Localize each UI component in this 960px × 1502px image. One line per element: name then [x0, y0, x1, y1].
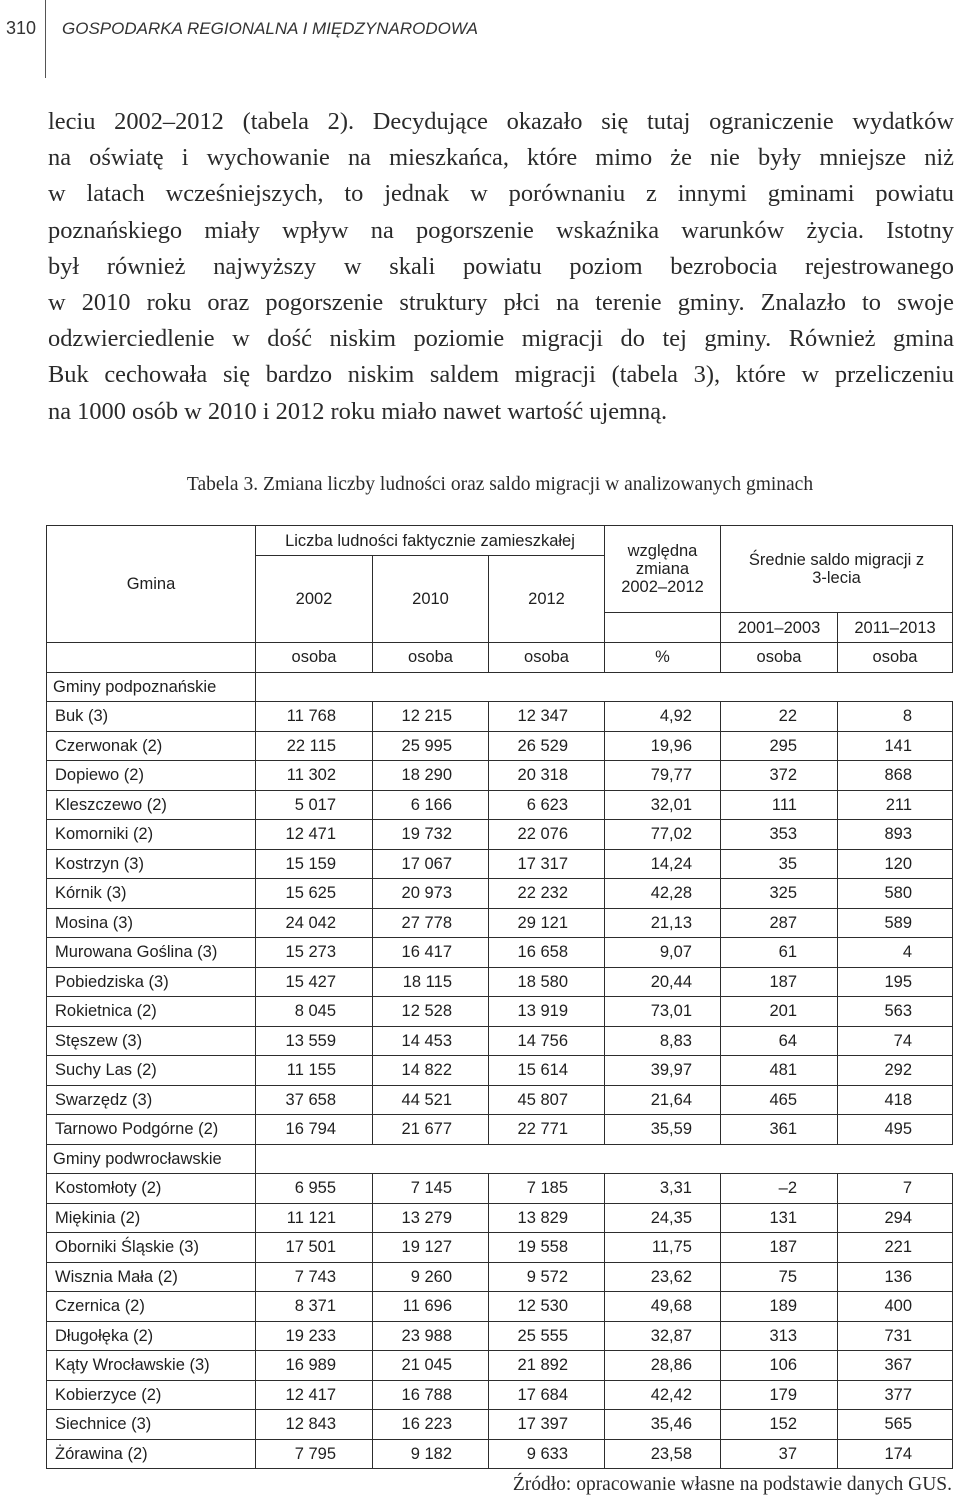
table-row	[47, 1115, 953, 1145]
group-empty-cell	[373, 672, 489, 702]
pop-2002-cell: 12 843	[256, 1410, 373, 1440]
body-line: Buk cechowała się bardzo niskim saldem migracji (tabela 3), które w przeliczeniu	[48, 361, 954, 389]
pop-2002-cell: 17 501	[256, 1233, 373, 1263]
migration-2001-2003-cell: 187	[721, 967, 838, 997]
migration-2001-2003-cell: 152	[721, 1410, 838, 1440]
change-cell: 9,07	[605, 938, 721, 968]
pop-2010-cell: 44 521	[373, 1085, 489, 1115]
change-cell: 23,58	[605, 1439, 721, 1469]
pop-2012-cell: 14 756	[489, 1026, 605, 1056]
pop-2010-cell: 21 045	[373, 1351, 489, 1381]
gmina-name-cell: Kleszczewo (2)	[47, 790, 256, 820]
page-number: 310	[6, 18, 37, 38]
header-migration-group: Średnie saldo migracji z 3-lecia	[721, 526, 953, 613]
pop-2012-cell: 12 530	[489, 1292, 605, 1322]
header-year-2012: 2012	[489, 556, 605, 643]
group-empty-cell	[256, 672, 373, 702]
pop-2012-cell: 17 317	[489, 849, 605, 879]
pop-2002-cell: 15 159	[256, 849, 373, 879]
group-empty-cell	[489, 1144, 605, 1174]
migration-2011-2013-cell: 495	[838, 1115, 953, 1145]
pop-2002-cell: 12 471	[256, 820, 373, 850]
body-line: na 1000 osób w 2010 i 2012 roku miało nawet wartość ujemną.	[48, 397, 668, 425]
table-row	[47, 1203, 953, 1233]
pop-2010-cell: 14 822	[373, 1056, 489, 1086]
table-row	[47, 938, 953, 968]
table-row	[47, 731, 953, 761]
migration-2001-2003-cell: 465	[721, 1085, 838, 1115]
table-row	[47, 849, 953, 879]
migration-2001-2003-cell: 37	[721, 1439, 838, 1469]
pop-2012-cell: 26 529	[489, 731, 605, 761]
group-empty-cell	[605, 1144, 721, 1174]
migration-2001-2003-cell: 111	[721, 790, 838, 820]
header-year-2010: 2010	[373, 556, 489, 643]
pop-2002-cell: 16 794	[256, 1115, 373, 1145]
pop-2012-cell: 22 232	[489, 879, 605, 909]
change-cell: 35,59	[605, 1115, 721, 1145]
change-cell: 42,28	[605, 879, 721, 909]
gmina-name-cell: Kobierzyce (2)	[47, 1380, 256, 1410]
pop-2010-cell: 7 145	[373, 1174, 489, 1204]
pop-2012-cell: 16 658	[489, 938, 605, 968]
body-line: leciu 2002–2012 (tabela 2). Decydujące okazało się tutaj ograniczenie wydatków	[48, 108, 954, 135]
pop-2010-cell: 20 973	[373, 879, 489, 909]
migration-2011-2013-cell: 418	[838, 1085, 953, 1115]
change-cell: 42,42	[605, 1380, 721, 1410]
migration-2011-2013-cell: 294	[838, 1203, 953, 1233]
body-line: był również najwyższy w skali powiatu poziom bezrobocia rejestrowanego	[48, 252, 954, 280]
table-row	[47, 1321, 953, 1351]
migration-2011-2013-cell: 7	[838, 1174, 953, 1204]
header-year-2002: 2002	[256, 556, 373, 643]
pop-2010-cell: 25 995	[373, 731, 489, 761]
group-empty-cell	[721, 672, 838, 702]
table-row	[47, 1174, 953, 1204]
pop-2010-cell: 13 279	[373, 1203, 489, 1233]
migration-2011-2013-cell: 893	[838, 820, 953, 850]
migration-2001-2003-cell: 295	[721, 731, 838, 761]
migration-2001-2003-cell: 313	[721, 1321, 838, 1351]
table-row	[47, 879, 953, 909]
gmina-name-cell: Dopiewo (2)	[47, 761, 256, 791]
migration-2001-2003-cell: 61	[721, 938, 838, 968]
change-cell: 79,77	[605, 761, 721, 791]
pop-2002-cell: 13 559	[256, 1026, 373, 1056]
pop-2002-cell: 11 302	[256, 761, 373, 791]
pop-2010-cell: 18 290	[373, 761, 489, 791]
gmina-name-cell: Mosina (3)	[47, 908, 256, 938]
pop-2012-cell: 17 684	[489, 1380, 605, 1410]
migration-2011-2013-cell: 4	[838, 938, 953, 968]
header-change-line1: względna	[627, 542, 698, 560]
header-divider	[45, 0, 46, 78]
gmina-name-cell: Oborniki Śląskie (3)	[47, 1233, 256, 1263]
group-row	[47, 1144, 953, 1174]
migration-2011-2013-cell: 565	[838, 1410, 953, 1440]
table-row	[47, 1085, 953, 1115]
header-migration-2001-2003: 2001–2003	[721, 613, 838, 643]
unit-cell: osoba	[489, 643, 605, 673]
table-row	[47, 702, 953, 732]
migration-2001-2003-cell: 189	[721, 1292, 838, 1322]
pop-2012-cell: 9 633	[489, 1439, 605, 1469]
pop-2012-cell: 22 076	[489, 820, 605, 850]
change-cell: 14,24	[605, 849, 721, 879]
gmina-name-cell: Stęszew (3)	[47, 1026, 256, 1056]
table-row	[47, 1262, 953, 1292]
unit-cell: osoba	[373, 643, 489, 673]
body-line: odzwierciedlenie w dość niskim poziomie migracji do tej gminy. Również gmina	[48, 325, 954, 353]
table-body	[47, 672, 953, 1469]
group-row	[47, 672, 953, 702]
table-source: Źródło: opracowanie własne na podstawie danych GUS.	[512, 1474, 952, 1495]
pop-2002-cell: 15 427	[256, 967, 373, 997]
unit-cell: %	[605, 643, 721, 673]
migration-2011-2013-cell: 563	[838, 997, 953, 1027]
pop-2010-cell: 18 115	[373, 967, 489, 997]
migration-2011-2013-cell: 174	[838, 1439, 953, 1469]
migration-2001-2003-cell: 35	[721, 849, 838, 879]
gmina-name-cell: Swarzędz (3)	[47, 1085, 256, 1115]
header-relative-change	[605, 526, 721, 613]
pop-2012-cell: 12 347	[489, 702, 605, 732]
pop-2002-cell: 5 017	[256, 790, 373, 820]
migration-2001-2003-cell: 22	[721, 702, 838, 732]
migration-2001-2003-cell: 325	[721, 879, 838, 909]
table-row	[47, 1292, 953, 1322]
unit-cell: osoba	[838, 643, 953, 673]
header-population-group: Liczba ludności faktycznie zamieszkałej	[256, 526, 605, 556]
body-line: na oświatę i wychowanie na mieszkańca, które mimo że nie były mniejsze niż	[48, 144, 954, 172]
gmina-name-cell: Murowana Goślina (3)	[47, 938, 256, 968]
gmina-name-cell: Wisznia Mała (2)	[47, 1262, 256, 1292]
pop-2002-cell: 12 417	[256, 1380, 373, 1410]
pop-2012-cell: 20 318	[489, 761, 605, 791]
change-cell: 19,96	[605, 731, 721, 761]
migration-2011-2013-cell: 731	[838, 1321, 953, 1351]
gmina-name-cell: Długołęka (2)	[47, 1321, 256, 1351]
header-change-line3: 2002–2012	[621, 578, 704, 596]
pop-2002-cell: 16 989	[256, 1351, 373, 1381]
group-empty-cell	[605, 672, 721, 702]
gmina-name-cell: Buk (3)	[47, 702, 256, 732]
gmina-name-cell: Rokietnica (2)	[47, 997, 256, 1027]
change-cell: 49,68	[605, 1292, 721, 1322]
gmina-name-cell: Żórawina (2)	[47, 1439, 256, 1469]
pop-2002-cell: 6 955	[256, 1174, 373, 1204]
table-row	[47, 1026, 953, 1056]
pop-2002-cell: 8 045	[256, 997, 373, 1027]
group-label: Gminy podwrocławskie	[47, 1144, 256, 1174]
pop-2002-cell: 19 233	[256, 1321, 373, 1351]
pop-2002-cell: 11 155	[256, 1056, 373, 1086]
migration-2011-2013-cell: 580	[838, 879, 953, 909]
migration-2011-2013-cell: 120	[838, 849, 953, 879]
table-header	[47, 526, 953, 673]
change-cell: 77,02	[605, 820, 721, 850]
pop-2010-cell: 16 788	[373, 1380, 489, 1410]
units-row	[47, 643, 953, 673]
table-row	[47, 967, 953, 997]
pop-2002-cell: 11 768	[256, 702, 373, 732]
gmina-name-cell: Tarnowo Podgórne (2)	[47, 1115, 256, 1145]
migration-2011-2013-cell: 868	[838, 761, 953, 791]
migration-2001-2003-cell: 287	[721, 908, 838, 938]
pop-2010-cell: 12 528	[373, 997, 489, 1027]
pop-2002-cell: 7 795	[256, 1439, 373, 1469]
gmina-name-cell: Kostrzyn (3)	[47, 849, 256, 879]
group-empty-cell	[721, 1144, 838, 1174]
change-cell: 23,62	[605, 1262, 721, 1292]
change-cell: 24,35	[605, 1203, 721, 1233]
body-line: w latach wcześniejszych, to jednak w porównaniu z innymi gminami powiatu	[48, 180, 954, 208]
pop-2010-cell: 11 696	[373, 1292, 489, 1322]
migration-2001-2003-cell: 187	[721, 1233, 838, 1263]
table-caption: Tabela 3. Zmiana liczby ludności oraz saldo migracji w analizowanych gminach	[186, 474, 814, 495]
table-row	[47, 761, 953, 791]
migration-2011-2013-cell: 141	[838, 731, 953, 761]
migration-2001-2003-cell: 353	[721, 820, 838, 850]
pop-2002-cell: 24 042	[256, 908, 373, 938]
table-row	[47, 820, 953, 850]
group-empty-cell	[373, 1144, 489, 1174]
pop-2010-cell: 12 215	[373, 702, 489, 732]
header-gmina: Gmina	[47, 526, 256, 643]
gmina-name-cell: Siechnice (3)	[47, 1410, 256, 1440]
change-cell: 32,87	[605, 1321, 721, 1351]
pop-2012-cell: 21 892	[489, 1351, 605, 1381]
table-row	[47, 1380, 953, 1410]
pop-2010-cell: 19 127	[373, 1233, 489, 1263]
pop-2012-cell: 19 558	[489, 1233, 605, 1263]
unit-cell: osoba	[256, 643, 373, 673]
pop-2010-cell: 16 223	[373, 1410, 489, 1440]
migration-2011-2013-cell: 136	[838, 1262, 953, 1292]
pop-2002-cell: 8 371	[256, 1292, 373, 1322]
pop-2010-cell: 27 778	[373, 908, 489, 938]
pop-2010-cell: 17 067	[373, 849, 489, 879]
gmina-name-cell: Suchy Las (2)	[47, 1056, 256, 1086]
units-label-cell	[47, 643, 256, 673]
pop-2002-cell: 15 273	[256, 938, 373, 968]
pop-2012-cell: 18 580	[489, 967, 605, 997]
gmina-name-cell: Komorniki (2)	[47, 820, 256, 850]
migration-2001-2003-cell: 201	[721, 997, 838, 1027]
pop-2012-cell: 17 397	[489, 1410, 605, 1440]
pop-2002-cell: 11 121	[256, 1203, 373, 1233]
gmina-name-cell: Kąty Wrocławskie (3)	[47, 1351, 256, 1381]
pop-2012-cell: 22 771	[489, 1115, 605, 1145]
pop-2010-cell: 21 677	[373, 1115, 489, 1145]
migration-2011-2013-cell: 8	[838, 702, 953, 732]
unit-cell: osoba	[721, 643, 838, 673]
migration-2001-2003-cell: 481	[721, 1056, 838, 1086]
change-cell: 32,01	[605, 790, 721, 820]
page-header	[0, 0, 960, 80]
change-cell: 11,75	[605, 1233, 721, 1263]
pop-2010-cell: 16 417	[373, 938, 489, 968]
pop-2002-cell: 15 625	[256, 879, 373, 909]
change-cell: 73,01	[605, 997, 721, 1027]
migration-2001-2003-cell: 131	[721, 1203, 838, 1233]
migration-2001-2003-cell: 179	[721, 1380, 838, 1410]
table-row	[47, 1439, 953, 1469]
gmina-name-cell: Pobiedziska (3)	[47, 967, 256, 997]
table-row	[47, 790, 953, 820]
gmina-name-cell: Czernica (2)	[47, 1292, 256, 1322]
migration-2011-2013-cell: 377	[838, 1380, 953, 1410]
pop-2012-cell: 25 555	[489, 1321, 605, 1351]
migration-2001-2003-cell: 64	[721, 1026, 838, 1056]
table-row	[47, 908, 953, 938]
gmina-name-cell: Kostomłoty (2)	[47, 1174, 256, 1204]
change-cell: 20,44	[605, 967, 721, 997]
pop-2010-cell: 6 166	[373, 790, 489, 820]
migration-2011-2013-cell: 211	[838, 790, 953, 820]
migration-2011-2013-cell: 367	[838, 1351, 953, 1381]
header-change-line2: zmiana	[635, 560, 690, 578]
change-cell: 4,92	[605, 702, 721, 732]
migration-2001-2003-cell: –2	[721, 1174, 838, 1204]
migration-2011-2013-cell: 589	[838, 908, 953, 938]
group-empty-cell	[256, 1144, 373, 1174]
table-row	[47, 1233, 953, 1263]
header-change-spacer	[605, 613, 721, 643]
body-line: w 2010 roku oraz pogorszenie struktury płci na terenie gminy. Znalazło to swoje	[48, 289, 954, 317]
pop-2010-cell: 9 182	[373, 1439, 489, 1469]
header-migration-2011-2013: 2011–2013	[838, 613, 953, 643]
change-cell: 21,13	[605, 908, 721, 938]
group-empty-cell	[838, 672, 953, 702]
pop-2012-cell: 45 807	[489, 1085, 605, 1115]
gmina-name-cell: Miękinia (2)	[47, 1203, 256, 1233]
pop-2002-cell: 22 115	[256, 731, 373, 761]
migration-2001-2003-cell: 75	[721, 1262, 838, 1292]
group-label: Gminy podpoznańskie	[47, 672, 256, 702]
migration-2011-2013-cell: 221	[838, 1233, 953, 1263]
pop-2010-cell: 19 732	[373, 820, 489, 850]
migration-2011-2013-cell: 74	[838, 1026, 953, 1056]
group-empty-cell	[489, 672, 605, 702]
gmina-name-cell: Czerwonak (2)	[47, 731, 256, 761]
change-cell: 21,64	[605, 1085, 721, 1115]
migration-2011-2013-cell: 400	[838, 1292, 953, 1322]
migration-2011-2013-cell: 195	[838, 967, 953, 997]
migration-2001-2003-cell: 372	[721, 761, 838, 791]
gmina-name-cell: Kórnik (3)	[47, 879, 256, 909]
pop-2010-cell: 14 453	[373, 1026, 489, 1056]
table-row	[47, 1410, 953, 1440]
table-row	[47, 1056, 953, 1086]
pop-2012-cell: 6 623	[489, 790, 605, 820]
pop-2012-cell: 29 121	[489, 908, 605, 938]
change-cell: 3,31	[605, 1174, 721, 1204]
change-cell: 8,83	[605, 1026, 721, 1056]
body-paragraph	[48, 104, 954, 430]
change-cell: 39,97	[605, 1056, 721, 1086]
pop-2012-cell: 7 185	[489, 1174, 605, 1204]
pop-2012-cell: 9 572	[489, 1262, 605, 1292]
migration-2001-2003-cell: 361	[721, 1115, 838, 1145]
running-title: GOSPODARKA REGIONALNA I MIĘDZYNARODOWA	[62, 19, 478, 38]
table-row	[47, 1351, 953, 1381]
group-empty-cell	[838, 1144, 953, 1174]
table-row	[47, 997, 953, 1027]
pop-2010-cell: 9 260	[373, 1262, 489, 1292]
change-cell: 28,86	[605, 1351, 721, 1381]
change-cell: 35,46	[605, 1410, 721, 1440]
migration-2001-2003-cell: 106	[721, 1351, 838, 1381]
pop-2012-cell: 13 919	[489, 997, 605, 1027]
pop-2012-cell: 15 614	[489, 1056, 605, 1086]
pop-2002-cell: 7 743	[256, 1262, 373, 1292]
body-line: poznańskiego miały wpływ na pogorszenie wskaźnika warunków życia. Istotny	[48, 216, 954, 244]
data-table	[46, 525, 953, 1469]
pop-2002-cell: 37 658	[256, 1085, 373, 1115]
migration-2011-2013-cell: 292	[838, 1056, 953, 1086]
pop-2012-cell: 13 829	[489, 1203, 605, 1233]
pop-2010-cell: 23 988	[373, 1321, 489, 1351]
